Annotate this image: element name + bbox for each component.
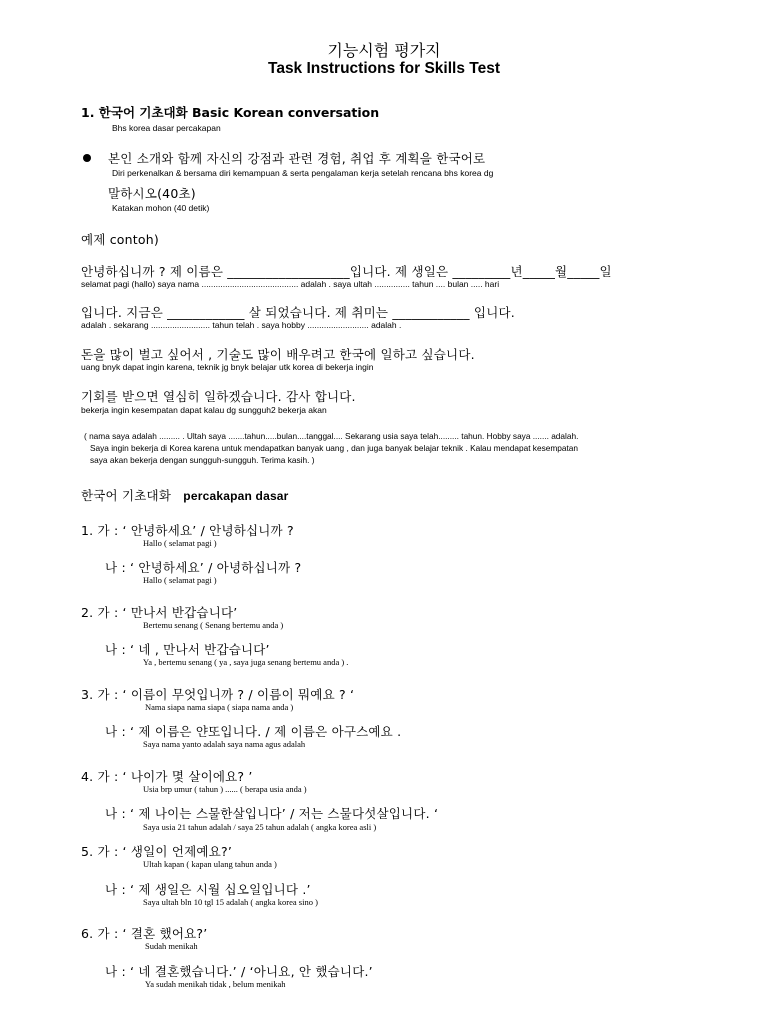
dialogue-question: 3. 가 : ‘ 이름이 무엇입니까 ? / 이름이 뭐예요 ? ‘: [81, 687, 355, 702]
example-note: saya akan bekerja dengan sungguh-sungguh. Terima kasih. ): [90, 455, 315, 465]
task-line: 본인 소개와 함께 자신의 강점과 관련 경험, 취업 후 계획을 한국어로: [108, 151, 486, 166]
dialogue-question: 4. 가 : ‘ 나이가 몇 살이에요? ’: [81, 769, 253, 784]
dialogue-question: 2. 가 : ‘ 만나서 반갑습니다’: [81, 605, 238, 620]
example-gloss: selamat pagi (hallo) saya nama ......................................... adalah . saya ultah ............... tahun .... bulan ..... hari: [81, 279, 500, 289]
example-gloss: adalah . sekarang ......................... tahun telah . saya hobby .......................... adalah .: [81, 320, 402, 330]
example-heading: 예제 contoh): [81, 232, 159, 247]
dialogue-question: 6. 가 : ‘ 결혼 했어요?’: [81, 926, 208, 941]
dialogue-gloss: Saya nama yanto adalah saya nama agus adalah: [143, 739, 306, 749]
example-note: ( nama saya adalah ......... . Ultah saya .......tahun.....bulan....tanggal.... Sekarang usia saya telah......... tahun. Hobby saya ....... adalah.: [84, 431, 579, 441]
dialogue-answer: 나 : ‘ 네 결혼했습니다.’ / ‘아니요, 안 했습니다.’: [105, 964, 373, 979]
example-gloss: uang bnyk dapat ingin karena, teknik jg bnyk belajar utk korea di bekerja ingin: [81, 362, 374, 372]
dialogue-answer: 나 : ‘ 안녕하세요’ / 아녕하십니까 ?: [105, 560, 302, 575]
page-title: 기능시험 평가지: [327, 41, 441, 60]
dialogue-question: 5. 가 : ‘ 생일이 언제예요?’: [81, 844, 232, 859]
example-line: 안녕하십니까 ? 제 이름은 ___________________입니다. 제 생일은 _________년_____월_____일: [81, 264, 612, 279]
dialogue-gloss: Ya , bertemu senang ( ya , saya juga senang bertemu anda ) .: [143, 657, 349, 667]
example-note: Saya ingin bekerja di Korea karena untuk mendapatkan banyak uang , dan juga banyak belajar teknik . Kalau mendapat kesempatan: [90, 443, 579, 453]
example-gloss: bekerja ingin kesempatan dapat kalau dg sungguh2 bekerja akan: [81, 405, 327, 415]
dialogue-gloss: Nama siapa nama siapa ( siapa nama anda ): [145, 702, 294, 712]
dialogue-gloss: Hallo ( selamat pagi ): [143, 575, 217, 585]
dialogue-gloss: Ultah kapan ( kapan ulang tahun anda ): [143, 859, 277, 869]
dialogue-answer: 나 : ‘ 네 , 만나서 반갑습니다’: [105, 642, 270, 657]
dialogue-gloss: Saya ultah bln 10 tgl 15 adalah ( angka korea sino ): [143, 897, 318, 907]
dialogue-question: 1. 가 : ‘ 안녕하세요’ / 안녕하십니까 ?: [81, 523, 294, 538]
task-line: 말하시오(40초): [108, 186, 196, 201]
example-line: 기회를 받으면 열심히 일하겠습니다. 감사 합니다.: [81, 389, 356, 404]
section-gloss: Bhs korea dasar percakapan: [112, 123, 221, 133]
section-heading-ko: 한국어 기초대화: [81, 488, 172, 503]
task-gloss: Diri perkenalkan & bersama diri kemampuan & serta pengalaman kerja setelah rencana bhs korea dg: [112, 168, 494, 178]
dialogue-gloss: Bertemu senang ( Senang bertemu anda ): [143, 620, 284, 630]
task-gloss: Katakan mohon (40 detik): [112, 203, 210, 213]
example-line: 돈을 많이 벌고 싶어서 , 기술도 많이 배우려고 한국에 일하고 싶습니다.: [81, 347, 475, 362]
bullet-icon: [83, 154, 91, 162]
section-heading: [81, 486, 289, 504]
dialogue-answer: 나 : ‘ 제 나이는 스물한살입니다’ / 저는 스물다섯살입니다. ‘: [105, 806, 439, 821]
dialogue-gloss: Saya usia 21 tahun adalah / saya 25 tahun adalah ( angka korea asli ): [143, 822, 377, 832]
section-heading-id: percakapan dasar: [183, 489, 289, 503]
section-heading: 1. 한국어 기초대화 Basic Korean conversation: [81, 105, 380, 120]
dialogue-gloss: Sudah menikah: [145, 941, 198, 951]
dialogue-gloss: Usia brp umur ( tahun ) ...... ( berapa usia anda ): [143, 784, 307, 794]
example-line: 입니다. 지금은 ____________ 살 되었습니다. 제 취미는 ____________ 입니다.: [81, 305, 515, 320]
dialogue-answer: 나 : ‘ 제 이름은 얀또입니다. / 제 이름은 아구스예요 .: [105, 724, 402, 739]
dialogue-gloss: Ya sudah menikah tidak , belum menikah: [145, 979, 286, 989]
dialogue-gloss: Hallo ( selamat pagi ): [143, 538, 217, 548]
page-subtitle: Task Instructions for Skills Test: [268, 60, 500, 77]
dialogue-answer: 나 : ‘ 제 생일은 시월 십오일입니다 .’: [105, 882, 311, 897]
